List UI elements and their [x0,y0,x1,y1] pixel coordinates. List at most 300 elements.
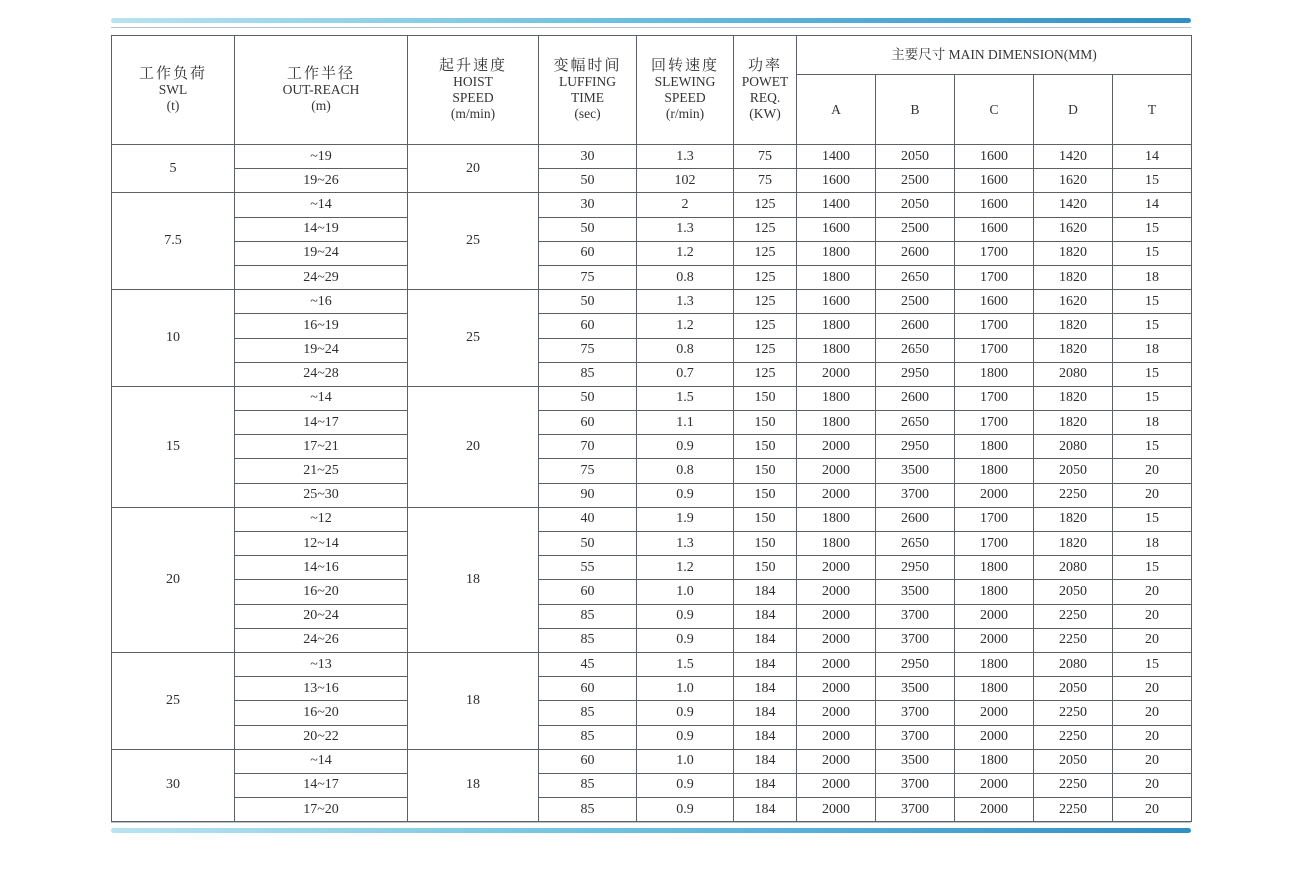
outreach-cell: 16~19 [235,314,408,338]
dim-t-cell: 20 [1113,459,1192,483]
luffing-time-cell: 30 [539,193,637,217]
header-dim-a: A [797,75,876,145]
dim-c-cell: 1700 [955,386,1034,410]
swl-cell: 25 [112,652,235,749]
dim-b-cell: 3700 [876,628,955,652]
luffing-time-cell: 60 [539,411,637,435]
dim-a-cell: 1800 [797,532,876,556]
slewing-speed-cell: 0.7 [637,362,734,386]
dim-a-cell: 1800 [797,241,876,265]
dim-d-cell: 2250 [1034,628,1113,652]
luffing-time-cell: 85 [539,701,637,725]
dim-b-cell: 2950 [876,362,955,386]
outreach-cell: 20~22 [235,725,408,749]
slewing-speed-cell: 0.8 [637,265,734,289]
slewing-speed-cell: 1.3 [637,145,734,169]
outreach-cell: 19~24 [235,241,408,265]
dim-c-cell: 2000 [955,628,1034,652]
header-luffing-time: 变幅时间 LUFFING TIME (sec) [539,36,637,145]
power-cell: 150 [734,435,797,459]
luffing-time-cell: 85 [539,628,637,652]
table-row [112,265,1192,289]
dim-d-cell: 1620 [1034,290,1113,314]
dim-c-cell: 2000 [955,773,1034,797]
table-row [112,604,1192,628]
dim-c-cell: 1800 [955,652,1034,676]
outreach-cell: 14~16 [235,556,408,580]
dim-c-cell: 1700 [955,314,1034,338]
dim-b-cell: 2050 [876,145,955,169]
dim-a-cell: 2000 [797,604,876,628]
power-cell: 184 [734,701,797,725]
table-row [112,193,1192,217]
table-row [112,701,1192,725]
outreach-cell: ~14 [235,386,408,410]
swl-cell: 15 [112,386,235,507]
hoist-speed-cell: 18 [408,652,539,749]
dim-a-cell: 2000 [797,677,876,701]
dim-d-cell: 1820 [1034,241,1113,265]
dim-t-cell: 15 [1113,507,1192,531]
slewing-speed-cell: 1.0 [637,580,734,604]
dim-c-cell: 2000 [955,798,1034,822]
outreach-cell: 19~24 [235,338,408,362]
dim-a-cell: 2000 [797,701,876,725]
dim-a-cell: 1800 [797,411,876,435]
slewing-speed-cell: 1.0 [637,677,734,701]
dim-b-cell: 3500 [876,580,955,604]
swl-cell: 5 [112,145,235,193]
dim-b-cell: 2950 [876,652,955,676]
power-cell: 75 [734,145,797,169]
table-row [112,556,1192,580]
dim-a-cell: 1600 [797,290,876,314]
dim-c-cell: 1800 [955,749,1034,773]
dim-d-cell: 1820 [1034,265,1113,289]
dim-a-cell: 1800 [797,314,876,338]
luffing-time-cell: 50 [539,532,637,556]
header-power: 功率 POWET REQ. (KW) [734,36,797,145]
dim-b-cell: 3700 [876,701,955,725]
dim-d-cell: 2050 [1034,459,1113,483]
luffing-time-cell: 45 [539,652,637,676]
dim-a-cell: 2000 [797,725,876,749]
dim-d-cell: 1820 [1034,386,1113,410]
table-row [112,580,1192,604]
power-cell: 184 [734,652,797,676]
luffing-time-cell: 85 [539,798,637,822]
dim-b-cell: 2650 [876,338,955,362]
dim-d-cell: 1820 [1034,338,1113,362]
dim-c-cell: 2000 [955,604,1034,628]
dim-b-cell: 2050 [876,193,955,217]
dim-b-cell: 3700 [876,773,955,797]
table-row [112,677,1192,701]
table-row [112,411,1192,435]
outreach-cell: 24~29 [235,265,408,289]
swl-cell: 30 [112,749,235,822]
dim-t-cell: 20 [1113,580,1192,604]
power-cell: 125 [734,193,797,217]
slewing-speed-cell: 1.9 [637,507,734,531]
outreach-cell: 17~20 [235,798,408,822]
outreach-cell: ~14 [235,749,408,773]
dim-d-cell: 1820 [1034,411,1113,435]
dim-t-cell: 20 [1113,749,1192,773]
dim-t-cell: 15 [1113,314,1192,338]
dim-c-cell: 1800 [955,435,1034,459]
table-row [112,507,1192,531]
dim-t-cell: 20 [1113,701,1192,725]
dim-d-cell: 2080 [1034,362,1113,386]
dim-b-cell: 2600 [876,507,955,531]
dim-c-cell: 1700 [955,338,1034,362]
dim-t-cell: 14 [1113,145,1192,169]
hoist-speed-cell: 25 [408,193,539,290]
header-dim-b: B [876,75,955,145]
hoist-speed-cell: 25 [408,290,539,387]
dim-t-cell: 20 [1113,677,1192,701]
luffing-time-cell: 40 [539,507,637,531]
dim-a-cell: 1400 [797,193,876,217]
dim-t-cell: 18 [1113,265,1192,289]
dim-c-cell: 1600 [955,217,1034,241]
dim-d-cell: 2250 [1034,773,1113,797]
dim-b-cell: 3500 [876,677,955,701]
table-row [112,483,1192,507]
luffing-time-cell: 60 [539,241,637,265]
dim-d-cell: 2080 [1034,556,1113,580]
dim-b-cell: 3500 [876,749,955,773]
swl-cell: 10 [112,290,235,387]
power-cell: 150 [734,459,797,483]
dim-c-cell: 2000 [955,725,1034,749]
dim-a-cell: 1600 [797,169,876,193]
slewing-speed-cell: 1.1 [637,411,734,435]
dim-b-cell: 2500 [876,290,955,314]
dim-b-cell: 2600 [876,386,955,410]
outreach-cell: 16~20 [235,701,408,725]
luffing-time-cell: 85 [539,604,637,628]
slewing-speed-cell: 1.3 [637,290,734,314]
header-dim-c: C [955,75,1034,145]
outreach-cell: ~16 [235,290,408,314]
table-row [112,362,1192,386]
slewing-speed-cell: 0.8 [637,338,734,362]
dim-t-cell: 20 [1113,483,1192,507]
dim-a-cell: 1800 [797,265,876,289]
dim-d-cell: 1820 [1034,507,1113,531]
slewing-speed-cell: 0.8 [637,459,734,483]
dim-t-cell: 15 [1113,556,1192,580]
dim-d-cell: 2250 [1034,701,1113,725]
dim-d-cell: 1620 [1034,169,1113,193]
slewing-speed-cell: 1.3 [637,532,734,556]
table-row [112,459,1192,483]
dim-c-cell: 2000 [955,483,1034,507]
dim-a-cell: 1400 [797,145,876,169]
dim-a-cell: 2000 [797,435,876,459]
dim-b-cell: 2600 [876,314,955,338]
dim-t-cell: 18 [1113,338,1192,362]
dim-a-cell: 2000 [797,459,876,483]
dim-t-cell: 20 [1113,604,1192,628]
dim-c-cell: 1800 [955,556,1034,580]
dim-b-cell: 3700 [876,725,955,749]
dim-b-cell: 2500 [876,169,955,193]
dim-c-cell: 2000 [955,701,1034,725]
outreach-cell: 14~17 [235,411,408,435]
hoist-speed-cell: 18 [408,507,539,652]
dim-c-cell: 1700 [955,265,1034,289]
power-cell: 184 [734,749,797,773]
dim-d-cell: 1620 [1034,217,1113,241]
dim-t-cell: 18 [1113,532,1192,556]
dim-b-cell: 3700 [876,604,955,628]
dim-d-cell: 2050 [1034,677,1113,701]
dim-a-cell: 2000 [797,749,876,773]
dim-d-cell: 2250 [1034,604,1113,628]
dim-c-cell: 1800 [955,580,1034,604]
dim-a-cell: 2000 [797,652,876,676]
slewing-speed-cell: 0.9 [637,798,734,822]
power-cell: 184 [734,798,797,822]
slewing-speed-cell: 0.9 [637,725,734,749]
luffing-time-cell: 60 [539,749,637,773]
outreach-cell: ~19 [235,145,408,169]
power-cell: 125 [734,217,797,241]
power-cell: 150 [734,411,797,435]
luffing-time-cell: 75 [539,338,637,362]
outreach-cell: ~13 [235,652,408,676]
dim-t-cell: 14 [1113,193,1192,217]
slewing-speed-cell: 2 [637,193,734,217]
power-cell: 184 [734,677,797,701]
dim-t-cell: 20 [1113,773,1192,797]
bottom-accent-bar [111,828,1191,833]
dim-a-cell: 2000 [797,580,876,604]
slewing-speed-cell: 0.9 [637,604,734,628]
outreach-cell: 16~20 [235,580,408,604]
table-row [112,652,1192,676]
outreach-cell: 14~17 [235,773,408,797]
outreach-cell: 19~26 [235,169,408,193]
power-cell: 184 [734,604,797,628]
top-rule [111,27,1191,28]
outreach-cell: 24~28 [235,362,408,386]
table-row [112,145,1192,169]
dim-d-cell: 1820 [1034,314,1113,338]
power-cell: 184 [734,580,797,604]
bottom-rule [111,822,1191,823]
power-cell: 150 [734,386,797,410]
table-row [112,628,1192,652]
outreach-cell: ~14 [235,193,408,217]
table-row [112,217,1192,241]
dim-c-cell: 1800 [955,459,1034,483]
dim-t-cell: 15 [1113,290,1192,314]
dim-t-cell: 15 [1113,652,1192,676]
dim-t-cell: 15 [1113,386,1192,410]
dim-a-cell: 2000 [797,483,876,507]
table-row [112,338,1192,362]
dim-a-cell: 1800 [797,386,876,410]
dim-c-cell: 1800 [955,362,1034,386]
dim-c-cell: 1600 [955,169,1034,193]
power-cell: 150 [734,556,797,580]
dim-c-cell: 1600 [955,193,1034,217]
luffing-time-cell: 50 [539,217,637,241]
table-row [112,435,1192,459]
slewing-speed-cell: 1.2 [637,556,734,580]
table-row [112,386,1192,410]
dim-t-cell: 15 [1113,435,1192,459]
power-cell: 184 [734,628,797,652]
dim-d-cell: 2250 [1034,483,1113,507]
dim-d-cell: 2050 [1034,749,1113,773]
power-cell: 150 [734,507,797,531]
outreach-cell: 17~21 [235,435,408,459]
table-header [112,36,1192,145]
dim-c-cell: 1800 [955,677,1034,701]
outreach-cell: 24~26 [235,628,408,652]
table-row [112,773,1192,797]
slewing-speed-cell: 0.9 [637,435,734,459]
luffing-time-cell: 85 [539,773,637,797]
table-row [112,725,1192,749]
dim-d-cell: 1420 [1034,193,1113,217]
dim-d-cell: 1820 [1034,532,1113,556]
luffing-time-cell: 70 [539,435,637,459]
dim-c-cell: 1600 [955,290,1034,314]
header-slewing-speed: 回转速度 SLEWING SPEED (r/min) [637,36,734,145]
dim-d-cell: 2250 [1034,725,1113,749]
dim-t-cell: 15 [1113,241,1192,265]
dim-a-cell: 2000 [797,798,876,822]
swl-cell: 20 [112,507,235,652]
dim-d-cell: 2250 [1034,798,1113,822]
outreach-cell: 13~16 [235,677,408,701]
table-row [112,314,1192,338]
slewing-speed-cell: 1.5 [637,386,734,410]
slewing-speed-cell: 0.9 [637,773,734,797]
dim-t-cell: 20 [1113,628,1192,652]
dim-b-cell: 2500 [876,217,955,241]
dim-b-cell: 2950 [876,556,955,580]
luffing-time-cell: 60 [539,314,637,338]
slewing-speed-cell: 1.2 [637,241,734,265]
crane-spec-table [111,35,1192,822]
outreach-cell: 14~19 [235,217,408,241]
dim-b-cell: 2650 [876,532,955,556]
table-body [112,145,1192,822]
table-row [112,169,1192,193]
dim-t-cell: 15 [1113,362,1192,386]
luffing-time-cell: 75 [539,265,637,289]
dim-d-cell: 2080 [1034,435,1113,459]
header-outreach: 工作半径 OUT-REACH (m) [235,36,408,145]
power-cell: 150 [734,532,797,556]
luffing-time-cell: 90 [539,483,637,507]
dim-b-cell: 2650 [876,411,955,435]
outreach-cell: ~12 [235,507,408,531]
power-cell: 125 [734,241,797,265]
power-cell: 125 [734,338,797,362]
power-cell: 184 [734,725,797,749]
slewing-speed-cell: 0.9 [637,483,734,507]
dim-a-cell: 1800 [797,338,876,362]
dim-d-cell: 2050 [1034,580,1113,604]
luffing-time-cell: 75 [539,459,637,483]
table-row [112,241,1192,265]
dim-a-cell: 1600 [797,217,876,241]
dim-c-cell: 1700 [955,411,1034,435]
header-hoist-speed: 起升速度 HOIST SPEED (m/min) [408,36,539,145]
slewing-speed-cell: 0.9 [637,628,734,652]
outreach-cell: 20~24 [235,604,408,628]
hoist-speed-cell: 20 [408,145,539,193]
table-row [112,532,1192,556]
slewing-speed-cell: 1.2 [637,314,734,338]
dim-c-cell: 1700 [955,507,1034,531]
power-cell: 125 [734,265,797,289]
outreach-cell: 25~30 [235,483,408,507]
power-cell: 125 [734,362,797,386]
dim-t-cell: 15 [1113,217,1192,241]
header-dim-d: D [1034,75,1113,145]
outreach-cell: 21~25 [235,459,408,483]
power-cell: 184 [734,773,797,797]
luffing-time-cell: 50 [539,169,637,193]
slewing-speed-cell: 102 [637,169,734,193]
slewing-speed-cell: 1.3 [637,217,734,241]
slewing-speed-cell: 0.9 [637,701,734,725]
power-cell: 75 [734,169,797,193]
power-cell: 150 [734,483,797,507]
table-row [112,290,1192,314]
dim-t-cell: 18 [1113,411,1192,435]
dim-a-cell: 2000 [797,556,876,580]
slewing-speed-cell: 1.5 [637,652,734,676]
dim-b-cell: 2950 [876,435,955,459]
dim-a-cell: 2000 [797,628,876,652]
dim-c-cell: 1700 [955,241,1034,265]
power-cell: 125 [734,314,797,338]
outreach-cell: 12~14 [235,532,408,556]
table-row [112,749,1192,773]
header-swl: 工作负荷 SWL (t) [112,36,235,145]
luffing-time-cell: 50 [539,290,637,314]
luffing-time-cell: 50 [539,386,637,410]
luffing-time-cell: 60 [539,677,637,701]
dim-a-cell: 2000 [797,773,876,797]
dim-t-cell: 20 [1113,725,1192,749]
hoist-speed-cell: 20 [408,386,539,507]
dim-c-cell: 1600 [955,145,1034,169]
dim-t-cell: 20 [1113,798,1192,822]
power-cell: 125 [734,290,797,314]
header-main-dimension: 主要尺寸 MAIN DIMENSION(MM) [797,36,1192,75]
dim-a-cell: 1800 [797,507,876,531]
top-accent-bar [111,18,1191,23]
dim-b-cell: 2650 [876,265,955,289]
dim-c-cell: 1700 [955,532,1034,556]
dim-b-cell: 2600 [876,241,955,265]
dim-b-cell: 3700 [876,483,955,507]
swl-cell: 7.5 [112,193,235,290]
dim-a-cell: 2000 [797,362,876,386]
dim-b-cell: 3500 [876,459,955,483]
